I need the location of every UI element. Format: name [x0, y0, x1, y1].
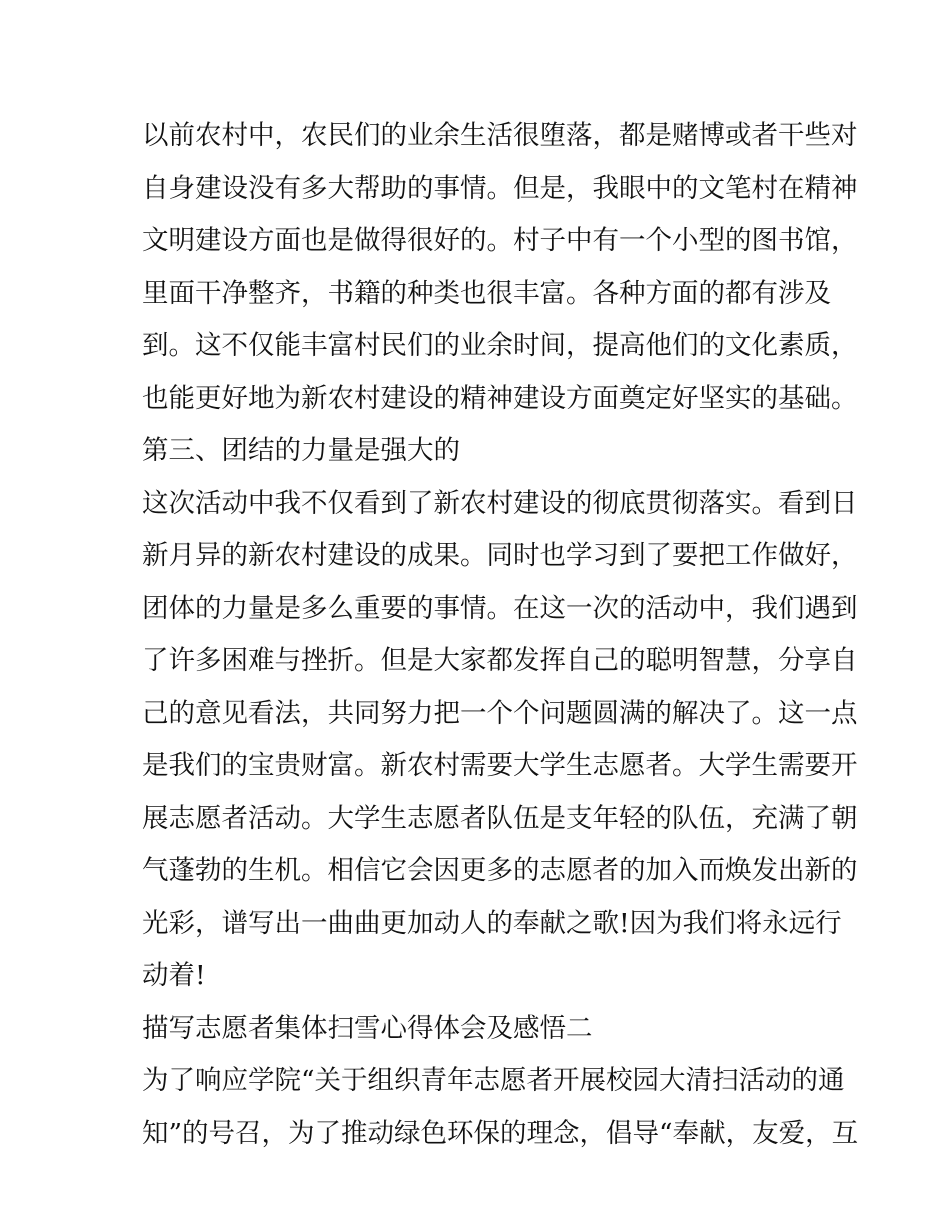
paragraph-line: 这次活动中我不仅看到了新农村建设的彻底贯彻落实。看到日: [142, 487, 858, 519]
paragraph-line: 气蓬勃的生机。相信它会因更多的志愿者的加入而焕发出新的: [142, 855, 858, 886]
paragraph-line: 文明建设方面也是做得很好的。村子中有一个小型的图书馆，: [142, 225, 858, 256]
paragraph-line: 以前农村中，农民们的业余生活很堕落，都是赌博或者干些对: [142, 120, 858, 151]
paragraph-line: 新月异的新农村建设的成果。同时也学习到了要把工作做好，: [142, 540, 858, 571]
paragraph-line: 了许多困难与挫折。但是大家都发挥自己的聪明智慧，分享自: [142, 645, 858, 676]
paragraph-line: 光彩，谱写出一曲曲更加动人的奉献之歌!因为我们将永远行: [142, 907, 842, 939]
paragraph-line: 展志愿者活动。大学生志愿者队伍是支年轻的队伍，充满了朝: [142, 802, 858, 834]
paragraph-line: 团体的力量是多么重要的事情。在这一次的活动中，我们遇到: [142, 592, 858, 624]
section-heading: 第三、团结的力量是强大的: [142, 435, 460, 466]
paragraph-line: 也能更好地为新农村建设的精神建设方面奠定好坚实的基础。: [142, 382, 858, 414]
paragraph-line: 里面干净整齐，书籍的种类也很丰富。各种方面的都有涉及: [142, 277, 831, 309]
paragraph-line: 是我们的宝贵财富。新农村需要大学生志愿者。大学生需要开: [142, 750, 858, 781]
paragraph-line: 自身建设没有多大帮助的事情。但是，我眼中的文笔村在精神: [142, 172, 858, 204]
paragraph-line: 知”的号召，为了推动绿色环保的理念，倡导“奉献，友爱，互: [142, 1117, 859, 1149]
section-heading: 描写志愿者集体扫雪心得体会及感悟二: [142, 1012, 593, 1044]
paragraph-line: 为了响应学院“关于组织青年志愿者开展校园大清扫活动的通: [142, 1065, 845, 1096]
paragraph-line: 己的意见看法，共同努力把一个个问题圆满的解决了。这一点: [142, 697, 858, 729]
paragraph-line: 到。这不仅能丰富村民们的业余时间，提高他们的文化素质，: [142, 330, 858, 361]
paragraph-line: 动着!: [142, 960, 206, 991]
